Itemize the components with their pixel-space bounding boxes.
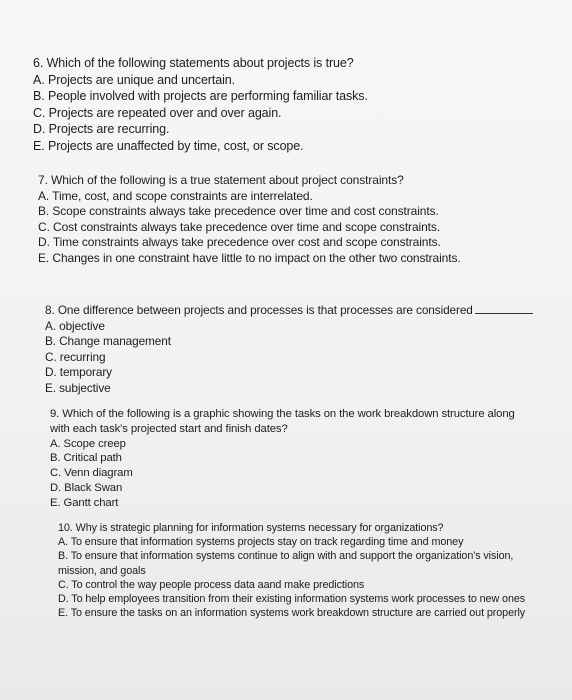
option-c: C. Cost constraints always take precedence over time and scope constraints. — [38, 219, 441, 234]
option-b: B. Critical path — [50, 452, 122, 465]
option-e: E. To ensure the tasks on an information systems work breakdown structure are carried out properly — [58, 607, 526, 620]
option-a: A. Projects are unique and uncertain. — [33, 72, 235, 87]
option-d: D. Projects are recurring. — [33, 122, 170, 136]
answer-blank — [475, 312, 533, 314]
option-b: B. Scope constraints always take precedence over time and cost constraints. — [38, 204, 439, 218]
option-a: A. Time, cost, and scope constraints are interrelated. — [38, 188, 313, 203]
option-a: A. Scope creep — [50, 437, 126, 450]
question-6 — [33, 55, 368, 154]
option-e: E. Projects are unaffected by time, cost, or scope. — [33, 138, 304, 153]
question-8 — [45, 303, 533, 396]
question-stem: 6. Which of the following statements about projects is true? — [33, 56, 354, 70]
option-d: D. Black Swan — [50, 481, 123, 494]
option-c: C. Projects are repeated over and over again. — [33, 105, 282, 120]
question-stem: 10. Why is strategic planning for information systems necessary for organizations? — [58, 522, 444, 534]
option-e: E. Changes in one constraint have little to no impact on the other two constraints. — [38, 250, 461, 265]
question-stem-row — [45, 303, 533, 319]
question-stem: 7. Which of the following is a true statement about project constraints? — [38, 173, 404, 187]
option-d: D. Time constraints always take precedence over cost and scope constraints. — [38, 235, 441, 249]
question-stem: 8. One difference between projects and processes is that processes are considered — [45, 303, 473, 317]
option-e: E. subjective — [45, 380, 111, 395]
option-a: A. To ensure that information systems projects stay on track regarding time and money — [58, 536, 464, 549]
option-e: E. Gantt chart — [50, 496, 119, 509]
option-c: C. Venn diagram — [50, 467, 133, 480]
option-b: B. People involved with projects are performing familiar tasks. — [33, 89, 368, 103]
option-d: D. To help employees transition from their existing information systems work processes to new ones — [58, 593, 526, 606]
question-9 — [50, 407, 535, 511]
option-a: A. objective — [45, 318, 105, 333]
option-c: C. To control the way people process data aand make predictions — [58, 578, 365, 591]
option-c: C. recurring — [45, 349, 106, 364]
question-10 — [58, 521, 528, 620]
question-7 — [38, 173, 461, 266]
option-d: D. temporary — [45, 365, 112, 379]
question-stem: 9. Which of the following is a graphic showing the tasks on the work breakdown structure along with each task's projected start and finish dates? — [50, 408, 515, 435]
option-b: B. Change management — [45, 334, 171, 348]
option-b: B. To ensure that information systems continue to align with and support the organization's vision, mission, and goals — [58, 550, 514, 577]
